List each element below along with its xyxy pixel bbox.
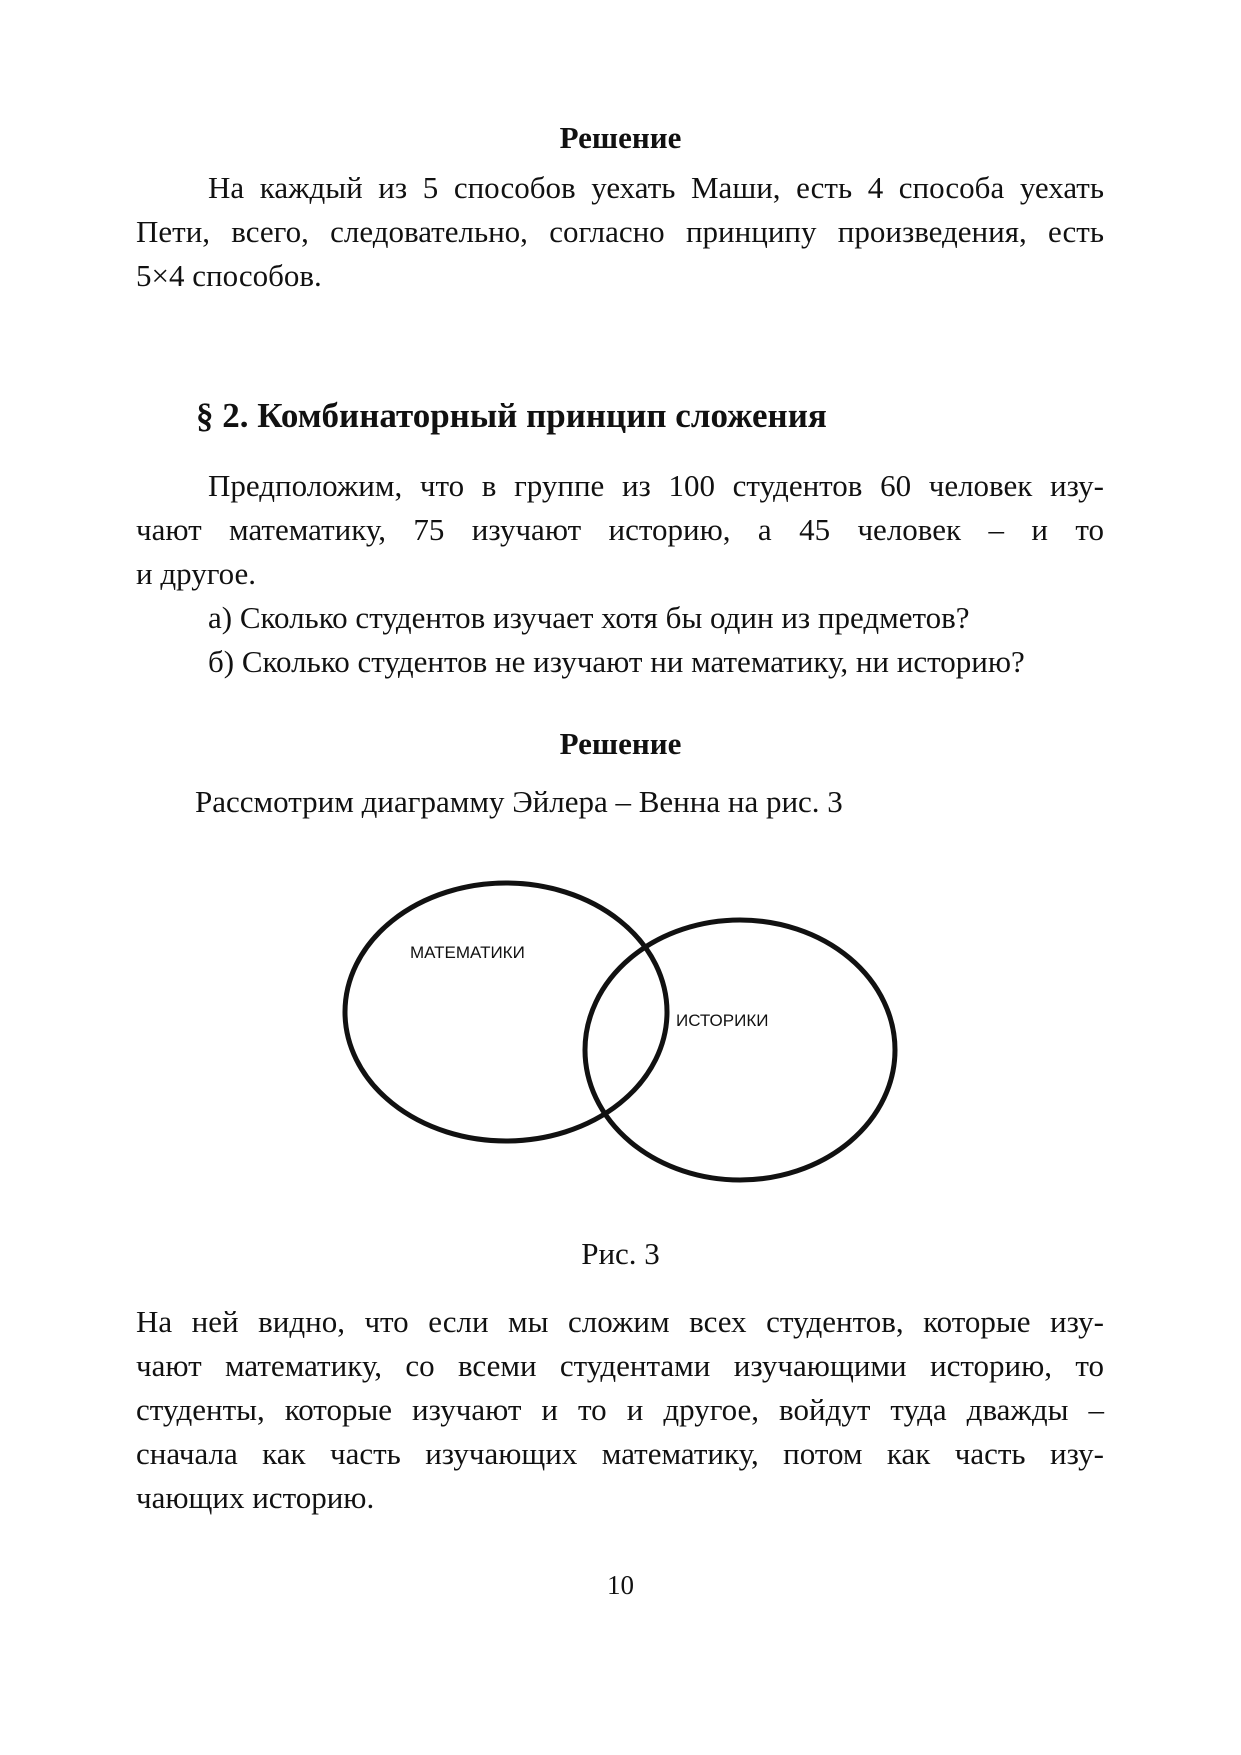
paragraph-line: чают математику, со всеми студентами изучающими историю, то <box>136 1348 1104 1383</box>
history-label: ИСТОРИКИ <box>676 1011 769 1030</box>
math-circle <box>345 883 667 1141</box>
solution-heading: Решение <box>559 120 682 155</box>
history-circle <box>585 920 895 1180</box>
venn-diagram <box>0 870 1241 1210</box>
paragraph-line: На каждый из 5 способов уехать Маши, есть 4 способа уехать <box>208 170 1104 205</box>
paragraph-line: Предположим, что в группе из 100 студентов 60 человек изу- <box>208 468 1104 503</box>
math-label: МАТЕМАТИКИ <box>410 943 525 962</box>
diagram-intro: Рассмотрим диаграмму Эйлера – Венна на рис. 3 <box>195 784 843 819</box>
paragraph-line: чают математику, 75 изучают историю, а 45 человек – и то <box>136 512 1104 547</box>
paragraph-line: 5×4 способов. <box>136 258 322 293</box>
paragraph-line: Пети, всего, следовательно, согласно принципу произведения, есть <box>136 214 1104 249</box>
paragraph-line: На ней видно, что если мы сложим всех студентов, которые изу- <box>136 1304 1104 1339</box>
figure-caption: Рис. 3 <box>581 1236 660 1271</box>
paragraph-line: сначала как часть изучающих математику, потом как часть изу- <box>136 1436 1104 1471</box>
question-a: а) Сколько студентов изучает хотя бы один из предметов? <box>208 600 970 635</box>
page-number: 10 <box>607 1570 634 1600</box>
question-b: б) Сколько студентов не изучают ни математику, ни историю? <box>208 644 1025 679</box>
solution-heading: Решение <box>559 726 682 761</box>
paragraph-line: студенты, которые изучают и то и другое, войдут туда дважды – <box>136 1392 1104 1427</box>
section-title: § 2. Комбинаторный принцип сложения <box>196 396 827 435</box>
paragraph-line: чающих историю. <box>136 1480 375 1515</box>
paragraph-line: и другое. <box>136 556 257 591</box>
